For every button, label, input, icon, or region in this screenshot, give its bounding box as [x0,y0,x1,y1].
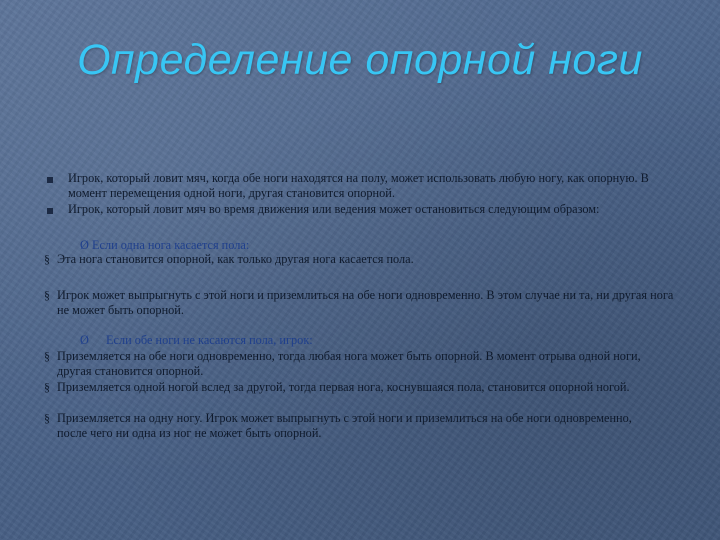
bullet-text: Игрок, который ловит мяч во время движения или ведения может остановиться следующим образом: [68,202,600,216]
sub-heading-2 [80,333,313,348]
sub-heading-text: Если обе ноги не касаются пола, игрок: [105,333,313,347]
section-marker-icon: § [44,411,50,425]
section-marker-icon: § [44,288,50,302]
sub-heading-1 [80,238,249,253]
sub-heading-text: Если одна нога касается пола: [91,238,250,252]
slide-title: Определение опорной ноги [77,36,643,84]
section-marker-icon: § [44,349,50,363]
square-bullet-icon [47,177,53,183]
section-marker-icon: § [44,252,50,266]
section-marker-icon: § [44,380,50,394]
sub-item-text: Приземляется на обе ноги одновременно, тогда любая нога может быть опорной. В момент отрыва одной ноги, другая становится опорной. [57,349,641,378]
arrow-marker-icon: Ø [80,333,89,347]
sub-item-text: Приземляется одной ногой вслед за другой, тогда первая нога, коснувшаяся пола, становится опорной ногой. [57,380,630,394]
sub-item-text: Приземляется на одну ногу. Игрок может выпрыгнуть с этой ноги и приземлиться на обе ноги одновременно, после чего ни одна из ног не может быть опорной. [57,411,632,440]
square-bullet-icon [47,208,53,214]
sub-item-text: Эта нога становится опорной, как только другая нога касается пола. [57,252,414,266]
sub-item-text: Игрок может выпрыгнуть с этой ноги и приземлиться на обе ноги одновременно. В этом случае ни та, ни другая нога не может быть опорной. [57,288,674,317]
arrow-marker-icon: Ø [80,238,89,252]
bullet-text: Игрок, который ловит мяч, когда обе ноги находятся на полу, может использовать любую ногу, как опорную. В момент перемещения одной ноги, другая становится опорной. [68,171,649,200]
